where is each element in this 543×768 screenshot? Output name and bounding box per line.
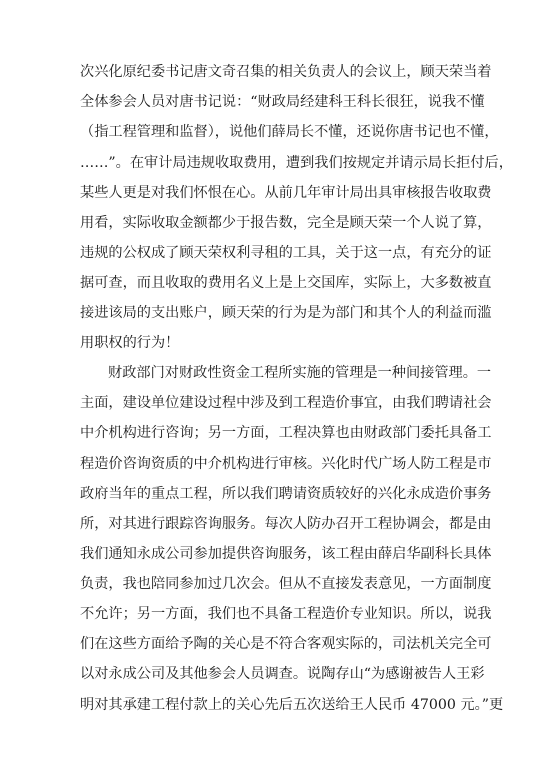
text-line: （指工程管理和监督），说他们薛局长不懂，还说你唐书记也不懂， xyxy=(80,124,499,140)
text-line: 程造价咨询资质的中介机构进行审核。兴化时代广场人防工程是市 xyxy=(80,456,492,472)
text-line: 负责，我也陪同参加过几次会。但从不直接发表意见，一方面制度 xyxy=(80,576,492,592)
text-line: ……”。在审计局违规收取费用，遭到我们按规定并请示局长拒付后， xyxy=(80,155,513,171)
text-line: 用职权的行为！ xyxy=(80,335,180,351)
text-line: 们在这些方面给予陶的关心是不符合客观实际的，司法机关完全可 xyxy=(80,636,492,652)
text-line: 主面，建设单位建设过程中涉及到工程造价事宜，由我们聘请社会 xyxy=(80,395,492,411)
text-line: 用看，实际收取金额都少于报告数，完全是顾天荣一个人说了算， xyxy=(80,215,492,231)
text-line: 政府当年的重点工程，所以我们聘请资质较好的兴化永成造价事务 xyxy=(80,486,492,502)
text-line: 接进该局的支出账户，顾天荣的行为是为部门和其个人的利益而滥 xyxy=(80,305,492,321)
text-line: 以对永成公司及其他参会人员调查。说陶存山“为感谢被告人王彩 xyxy=(80,666,485,682)
text-line: 次兴化原纪委书记唐文奇召集的相关负责人的会议上，顾天荣当着 xyxy=(80,64,492,80)
paragraph-first-line: 财政部门对财政性资金工程所实施的管理是一种间接管理。一 xyxy=(108,365,492,381)
text-line: 违规的公权成了顾天荣权利寻租的工具，关于这一点，有充分的证 xyxy=(80,245,492,261)
text-line: 所，对其进行跟踪咨询服务。每次人防办召开工程协调会，都是由 xyxy=(80,516,492,532)
text-line: 据可查，而且收取的费用名义上是上交国库，实际上，大多数被直 xyxy=(80,275,492,291)
text-line: 中介机构进行咨询；另一方面，工程决算也由财政部门委托具备工 xyxy=(80,425,492,441)
text-line: 全体参会人员对唐书记说：“财政局经建科王科长很狂，说我不懂 xyxy=(80,94,485,110)
text-line: 不允许；另一方面，我们也不具备工程造价专业知识。所以，说我 xyxy=(80,606,492,622)
text-line: 我们通知永成公司参加提供咨询服务，该工程由薛启华副科长具体 xyxy=(80,546,492,562)
text-line: 明对其承建工程付款上的关心先后五次送给王人民币 47000 元。”更 xyxy=(80,697,504,713)
text-line: 某些人更是对我们怀恨在心。从前几年审计局出具审核报告收取费 xyxy=(80,185,492,201)
